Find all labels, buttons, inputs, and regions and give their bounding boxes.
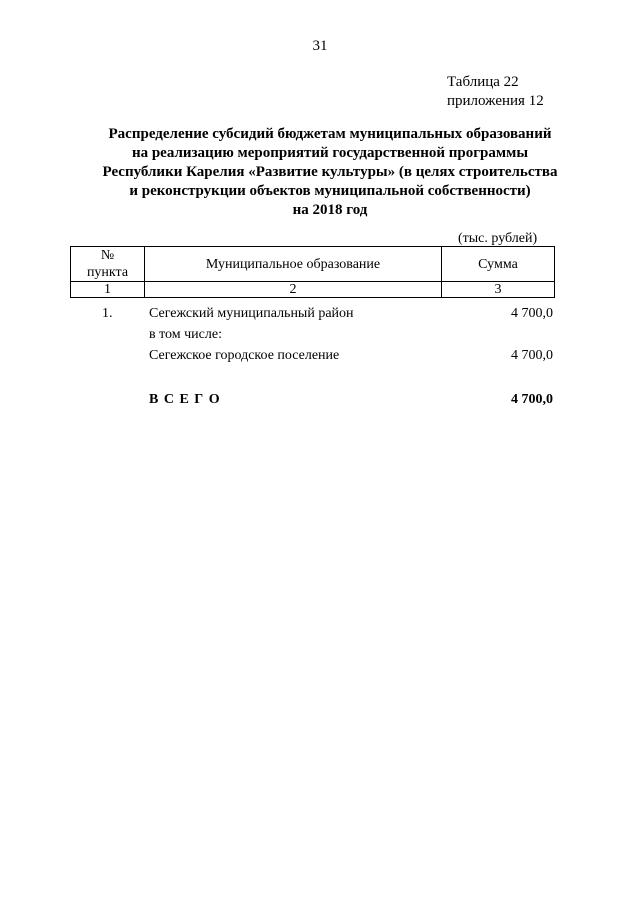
page-number: 31	[312, 38, 328, 54]
total-label: В С Е Г О	[149, 392, 221, 407]
header-item-number-line-2: пункта	[86, 265, 129, 280]
column-number-row	[71, 282, 555, 298]
row-3-name: Сегежское городское поселение	[149, 348, 340, 363]
row-1-number: 1.	[102, 306, 113, 321]
header-amount: Сумма	[442, 247, 555, 282]
title-line-2: на реализацию мероприятий государственной программы	[131, 145, 529, 161]
title-line-1: Распределение субсидий бюджетам муниципальных образований	[108, 126, 552, 142]
header-municipality: Муниципальное образование	[145, 247, 442, 282]
column-number-3: 3	[442, 282, 555, 298]
table-header-grid	[70, 246, 555, 298]
table-reference-line-1: Таблица 22	[447, 74, 519, 90]
row-2-name: в том числе:	[149, 327, 222, 342]
header-item-number	[71, 247, 145, 282]
row-1-amount: 4 700,0	[511, 306, 553, 321]
units-label: (тыс. рублей)	[458, 231, 538, 246]
title-line-4: и реконструкции объектов муниципальной собственности)	[129, 183, 531, 199]
header-item-number-line-1: №	[100, 248, 115, 263]
title-line-3: Республики Карелия «Развитие культуры» (в целях строительства	[102, 164, 558, 180]
table-header-row	[71, 247, 555, 282]
column-number-1: 1	[71, 282, 145, 298]
column-number-2: 2	[145, 282, 442, 298]
total-amount: 4 700,0	[511, 392, 553, 407]
row-3-amount: 4 700,0	[511, 348, 553, 363]
table-reference-line-2: приложения 12	[447, 93, 544, 109]
document-title	[60, 125, 600, 220]
row-1-name: Сегежский муниципальный район	[149, 306, 354, 321]
title-line-5: на 2018 год	[292, 202, 368, 218]
table-reference	[447, 73, 544, 111]
